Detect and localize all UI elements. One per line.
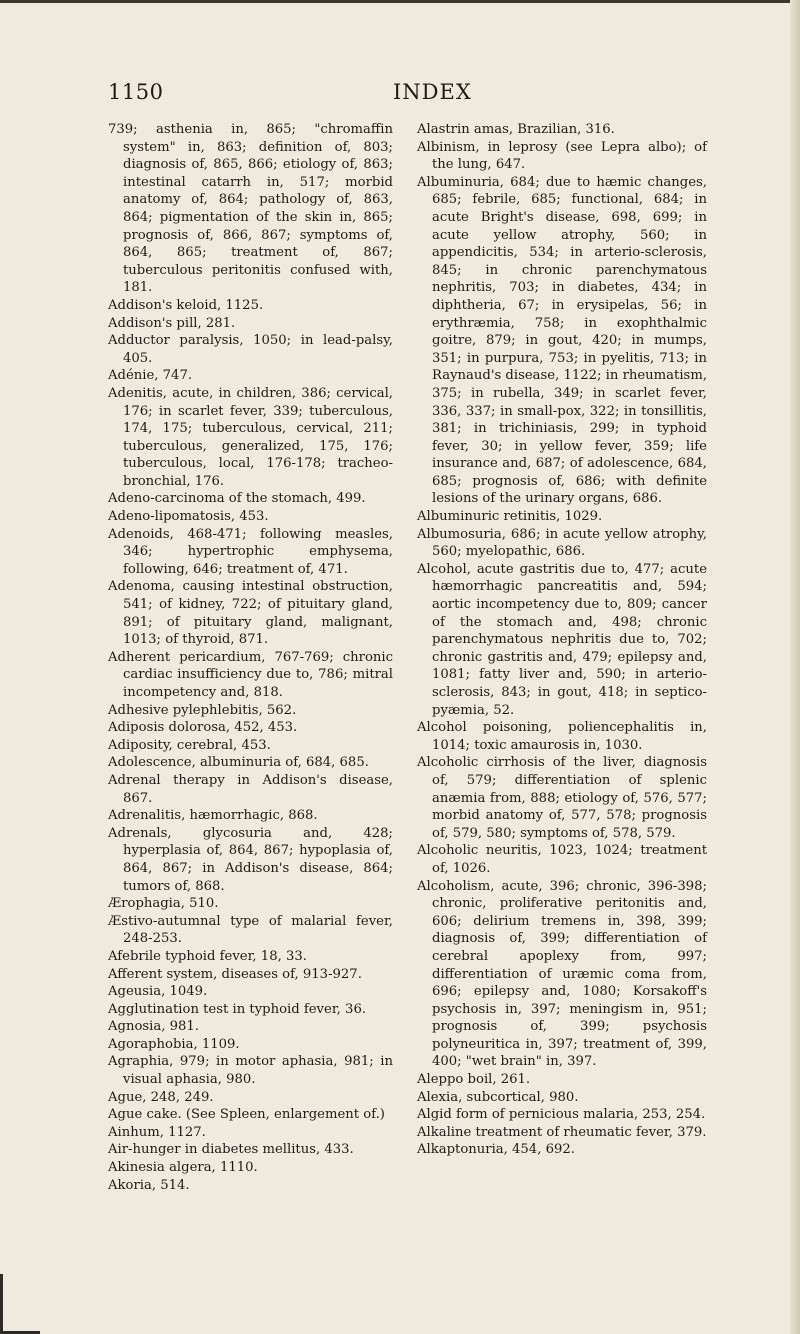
index-entry: Alcoholic neuritis, 1023, 1024; treatment of, 1026. (417, 843, 707, 876)
index-entry: Adherent pericardium, 767-769; chronic cardiac insufficiency due to, 786; mitral incompetency and, 818. (108, 649, 393, 700)
index-entry: Alcoholism, acute, 396; chronic, 396-398; chronic, proliferative peritonitis and, 606; delirium tremens in, 398, 399; diagnosis of, 399; differentiation of cerebral apoplexy from, 997; differentiation of uræmic coma from, 696; epilepsy and, 1080; Korsakoff's psychosis in, 397; meningism in, 951; prognosis of, 399; psychosis polyneuritica in, 397; treatment of, 399, 400; "wet brain" in, 397. (417, 878, 707, 1070)
index-entry: Akoria, 514. (108, 1177, 190, 1193)
index-entry: Adrenals, glycosuria and, 428; hyperplasia of, 864, 867; hypoplasia of, 864, 867; in Addison's disease, 864; tumors of, 868. (108, 825, 393, 894)
index-entry: Adhesive pylephlebitis, 562. (108, 702, 297, 718)
index-entry: Alastrin amas, Brazilian, 316. (417, 122, 615, 137)
index-entry: Adductor paralysis, 1050; in lead-palsy, 405. (108, 333, 393, 366)
index-entry: Adrenalitis, hæmorrhagic, 868. (108, 808, 318, 824)
page-number: 1150 (108, 80, 164, 104)
index-entry: Agnosia, 981. (108, 1019, 199, 1035)
index-entry: Agglutination test in typhoid fever, 36. (108, 1001, 367, 1017)
index-entry: Alkaptonuria, 454, 692. (417, 1142, 575, 1158)
index-column-right (417, 121, 707, 1159)
index-entry: Addison's keloid, 1125. (108, 297, 264, 313)
index-entry: Air-hunger in diabetes mellitus, 433. (108, 1142, 354, 1158)
index-entry: Afferent system, diseases of, 913-927. (108, 966, 362, 982)
index-entry: Agoraphobia, 1109. (108, 1036, 240, 1052)
index-entry: Alcoholic cirrhosis of the liver, diagnosis of, 579; differentiation of splenic anæmia from, 888; etiology of, 576, 577; morbid anatomy of, 577, 578; prognosis of, 579, 580; symptoms of, 578, 579. (417, 755, 707, 841)
index-entry: Adenoids, 468-471; following measles, 346; hypertrophic emphysema, following, 646; treatment of, 471. (108, 526, 393, 577)
index-entry: Adolescence, albuminuria of, 684, 685. (108, 755, 369, 771)
index-entry: Algid form of pernicious malaria, 253, 254. (417, 1107, 706, 1123)
index-column-left (108, 121, 393, 1194)
index-entry: Aleppo boil, 261. (417, 1072, 531, 1088)
page-edge-shadow (790, 0, 800, 1334)
index-entry: Albumosuria, 686; in acute yellow atrophy, 560; myelopathic, 686. (417, 526, 707, 560)
index-entry: Albuminuric retinitis, 1029. (417, 509, 603, 525)
index-entry: Ainhum, 1127. (108, 1124, 206, 1140)
page-top-rule (0, 0, 800, 3)
page-header (108, 80, 748, 110)
index-entry: Agraphia, 979; in motor aphasia, 981; in visual aphasia, 980. (108, 1054, 393, 1088)
index-entry: Ague, 248, 249. (108, 1089, 214, 1105)
index-entry: Alcohol, acute gastritis due to, 477; acute hæmorrhagic pancreatitis and, 594; aortic incompetency due to, 809; cancer of the stomach and, 498; chronic parenchymatous nephritis due to, 702; chronic gastritis and, 479; epilepsy and, 1081; fatty liver and, 590; in arterio-sclerosis, 843; in gout, 418; in septico-pyæmia, 52. (417, 561, 707, 718)
index-entry: Adiposity, cerebral, 453. (108, 737, 271, 753)
index-entry: Akinesia algera, 1110. (108, 1160, 258, 1176)
index-entry: Adénie, 747. (108, 368, 193, 384)
index-entry: Ague cake. (See Spleen, enlargement of.) (108, 1107, 385, 1123)
index-entry: Addison's pill, 281. (108, 315, 236, 331)
index-entry: 739; asthenia in, 865; "chromaffin system" in, 863; definition of, 803; diagnosis of, 865, 866; etiology of, 863; intestinal catarrh in, 517; morbid anatomy of, 864; pathology of, 863, 864; pigmentation of the skin in, 865; prognosis of, 866, 867; symptoms of, 864, 865; treatment of, 867; tuberculous peritonitis confused with, 181. (108, 122, 393, 296)
running-title: INDEX (393, 80, 472, 104)
index-entry: Albinism, in leprosy (see Lepra albo); of the lung, 647. (417, 139, 707, 173)
index-entry: Afebrile typhoid fever, 18, 33. (108, 948, 307, 964)
index-entry: Adeno-lipomatosis, 453. (108, 509, 269, 525)
index-entry: Adenoma, causing intestinal obstruction, 541; of kidney, 722; of pituitary gland, 891; of pituitary gland, malignant, 1013; of thyroid, 871. (108, 579, 393, 648)
index-entry: Ageusia, 1049. (108, 984, 208, 1000)
index-entry: Alexia, subcortical, 980. (417, 1089, 579, 1105)
index-entry: Ærophagia, 510. (108, 896, 219, 912)
index-entry: Æstivo-autumnal type of malarial fever, 248-253. (108, 913, 393, 947)
index-entry: Alcohol poisoning, poliencephalitis in, 1014; toxic amaurosis in, 1030. (417, 720, 707, 753)
index-entry: Adenitis, acute, in children, 386; cervical, 176; in scarlet fever, 339; tuberculous, 174, 175; tuberculous, cervical, 211; tuberculous, generalized, 175, 176; tuberculous, local, 176-178; tracheo-bronchial, 176. (108, 385, 393, 489)
index-entry: Alkaline treatment of rheumatic fever, 379. (417, 1124, 707, 1140)
index-entry: Albuminuria, 684; due to hæmic changes, 685; febrile, 685; functional, 684; in acute Bright's disease, 698, 699; in acute yellow atrophy, 560; in appendicitis, 534; in arterio-sclerosis, 845; in chronic parenchymatous nephritis, 703; in diabetes, 434; in diphtheria, 67; in erysipelas, 56; in erythræmia, 758; in exophthalmic goitre, 879; in gout, 420; in mumps, 351; in purpura, 753; in pyelitis, 713; in Raynaud's disease, 1122; in rheumatism, 375; in rubella, 349; in scarlet fever, 336, 337; in small-pox, 322; in tonsillitis, 381; in trichiniasis, 299; in typhoid fever, 30; in yellow fever, 359; life insurance and, 687; of adolescence, 684, 685; prognosis of, 686; with definite lesions of the urinary organs, 686. (417, 174, 708, 507)
page-corner-mark-vertical (0, 1274, 3, 1334)
index-entry: Adeno-carcinoma of the stomach, 499. (108, 491, 366, 507)
index-entry: Adrenal therapy in Addison's disease, 867. (108, 772, 393, 806)
index-entry: Adiposis dolorosa, 452, 453. (108, 720, 298, 736)
